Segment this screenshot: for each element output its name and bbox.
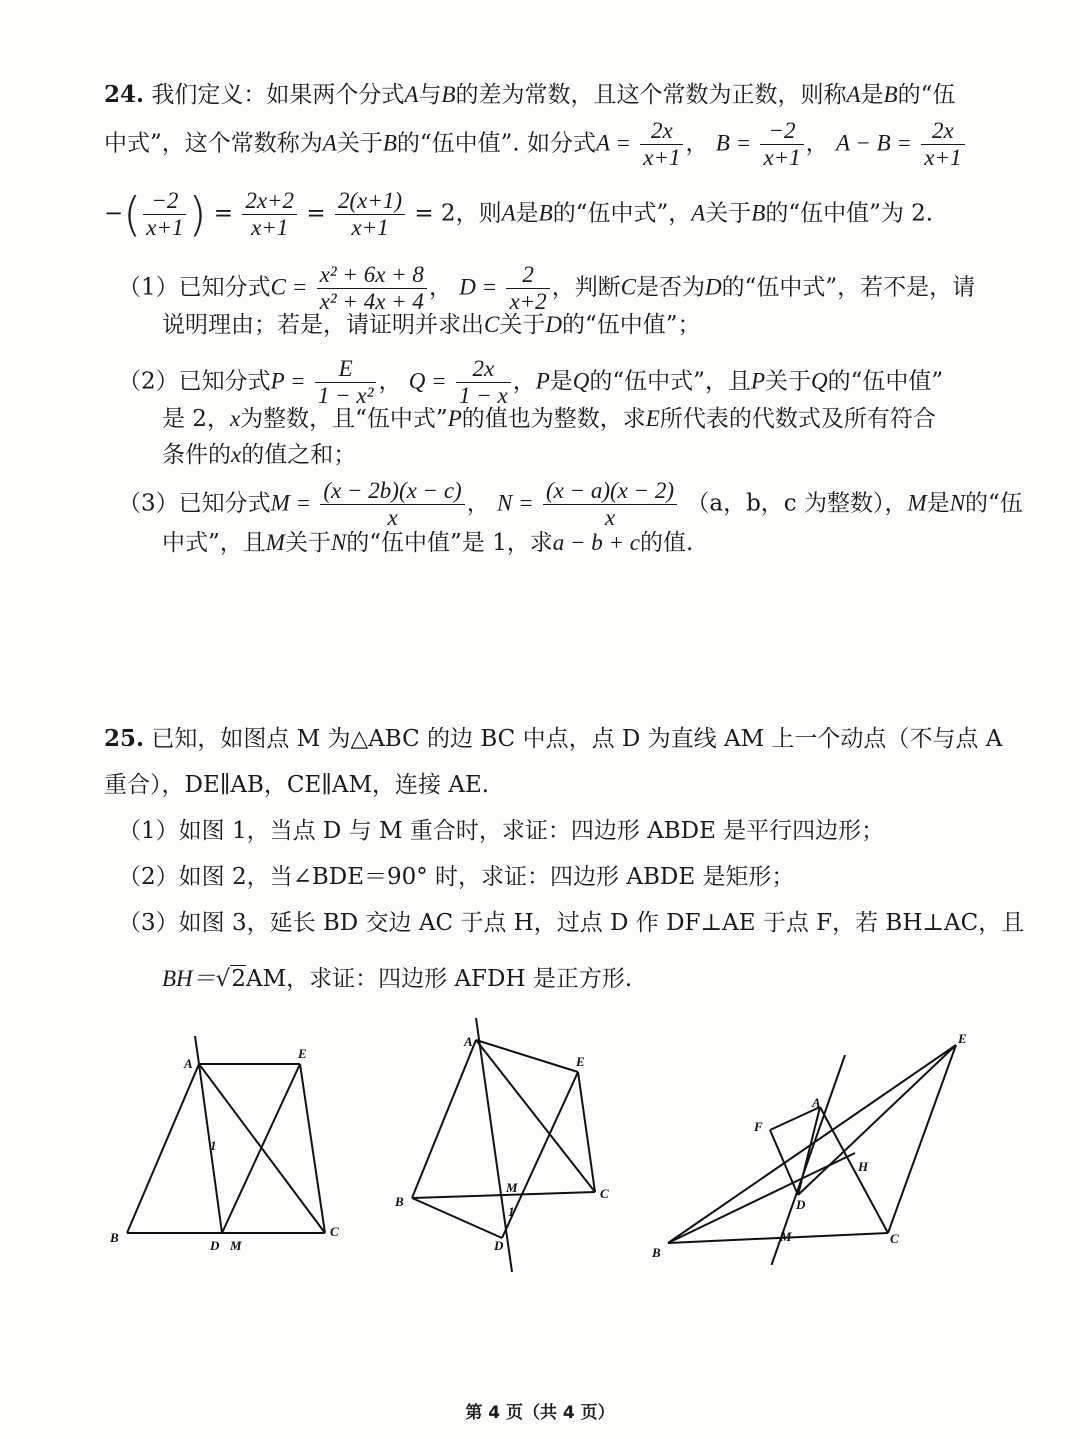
- label-A: A: [464, 1034, 473, 1049]
- q24-line3: −( $\frac{-2}{x+1}$ ) = $\frac{2x+2}{x+1}$ = $\frac{2(x+1)}{x+1}$ = 2，则A是B的“伍中式”，A关于B的“伍中值”为 2.: [104, 187, 934, 242]
- q24-line1: 24. 我们定义：如果两个分式A与B的差为常数，且这个常数为正数，则称A是B的“伍: [104, 81, 956, 108]
- fraction: $\frac{(x - 2b)(x - c)}{x}$: [320, 478, 464, 531]
- q25-part1: （1）如图 1，当点 D 与 M 重合时，求证：四边形 ABDE 是平行四边形；: [118, 818, 885, 844]
- label-E: E: [576, 1054, 585, 1069]
- fraction: $\frac{\text{x² + 6x + 8}}{\text{x² + 4x + 4}}$: [317, 262, 427, 315]
- q24-part2: （2）已知分式P = $\frac{E}{\text{1 − x²}}$ ， Q = $\frac{2x}{1 - x}$ ，P是Q的“伍中式”，且P关于Q的“伍中值”: [118, 356, 944, 408]
- label-D: D: [796, 1197, 806, 1212]
- fraction: $\frac{2x}{x+1}$: [921, 118, 964, 171]
- fraction: $\frac{(x - a)(x - 2)}{x}$: [543, 478, 677, 531]
- label-1: 1: [210, 1138, 217, 1153]
- fraction: $\frac{E}{\text{1 − x²}}$: [315, 356, 377, 409]
- q25-part3: （3）如图 3，延长 BD 交边 AC 于点 H，过点 D 作 DF⊥AE 于点 F，若 BH⊥AC，且: [118, 910, 1025, 936]
- q25-part2: （2）如图 2，当∠BDE＝90° 时，求证：四边形 ABDE 是矩形；: [118, 864, 795, 890]
- label-M: M: [780, 1229, 792, 1244]
- label-A: A: [812, 1095, 821, 1110]
- label-B: B: [395, 1194, 404, 1209]
- q25-line1: 25. 已知，如图点 M 为△ABC 的边 BC 中点，点 D 为直线 AM 上一个动点（不与点 A: [104, 725, 1003, 752]
- label-F: F: [754, 1119, 763, 1134]
- label-M: M: [230, 1238, 242, 1253]
- page-footer: 第 4 页（共 4 页）: [465, 1403, 615, 1423]
- q25-line2: 重合），DE∥AB，CE∥AM，连接 AE.: [104, 772, 490, 798]
- q24-part1-cont: 说明理由；若是，请证明并求出C关于D的“伍中值”；: [162, 312, 701, 338]
- fraction: $\frac{2x}{x+1}$: [640, 118, 683, 171]
- label-D: D: [210, 1238, 220, 1253]
- label-E: E: [958, 1031, 967, 1046]
- label-M: M: [506, 1180, 518, 1195]
- q24-part3: （3）已知分式M = $\frac{(x - 2b)(x - c)}{x}$ ， N = $\frac{(x - a)(x - 2)}{x}$ （a，b，c 为整数），M是N的“伍: [118, 478, 1023, 530]
- label-1: 1: [508, 1204, 515, 1219]
- fraction: $\frac{2}{x+2}$: [506, 262, 549, 315]
- label-C: C: [890, 1231, 899, 1246]
- figure-1: [100, 1030, 360, 1270]
- q24-part2-cont: 是 2，x为整数，且“伍中式”P的值也为整数，求E所代表的代数式及所有符合: [162, 406, 936, 432]
- q24-number: 24.: [104, 81, 145, 108]
- q24-part2-cont2: 条件的x的值之和；: [162, 442, 357, 468]
- label-B: B: [110, 1230, 119, 1245]
- label-D: D: [494, 1238, 504, 1253]
- q24-part1: （1）已知分式C = $\frac{\text{x² + 6x + 8}}{\text{x² + 4x + 4}}$ ， D = $\frac{2}{x+2}$ ，判断C是否为D的“伍中式”，若不是，请: [118, 262, 976, 314]
- q24-part3-cont: 中式”，且M关于N的“伍中值”是 1，求a − b + c的值.: [162, 530, 694, 556]
- label-H: H: [858, 1159, 869, 1174]
- fraction: $\frac{-2}{x+1}$: [760, 118, 803, 171]
- label-E: E: [298, 1046, 307, 1061]
- q25-number: 25.: [104, 725, 145, 752]
- label-C: C: [330, 1224, 339, 1239]
- q25-part3-cont: BH＝√2AM，求证：四边形 AFDH 是正方形.: [162, 966, 633, 992]
- fraction: $\frac{2(x+1)}{x+1}$: [335, 188, 405, 241]
- fraction: $\frac{-2}{x+1}$: [143, 188, 186, 241]
- label-B: B: [652, 1245, 661, 1260]
- figure-3: [640, 1025, 980, 1265]
- label-A: A: [184, 1056, 193, 1071]
- label-C: C: [600, 1186, 609, 1201]
- fraction: $\frac{2x}{1 - x}$: [456, 356, 511, 409]
- figure-2: [390, 1010, 630, 1280]
- fraction: $\frac{2x+2}{x+1}$: [242, 188, 297, 241]
- q24-line2: 中式”，这个常数称为A关于B的“伍中值”. 如分式A = $\frac{2x}{x+1}$ ， B = $\frac{-2}{x+1}$ ， A − B = $\frac{2x}{x+1}$: [104, 118, 967, 171]
